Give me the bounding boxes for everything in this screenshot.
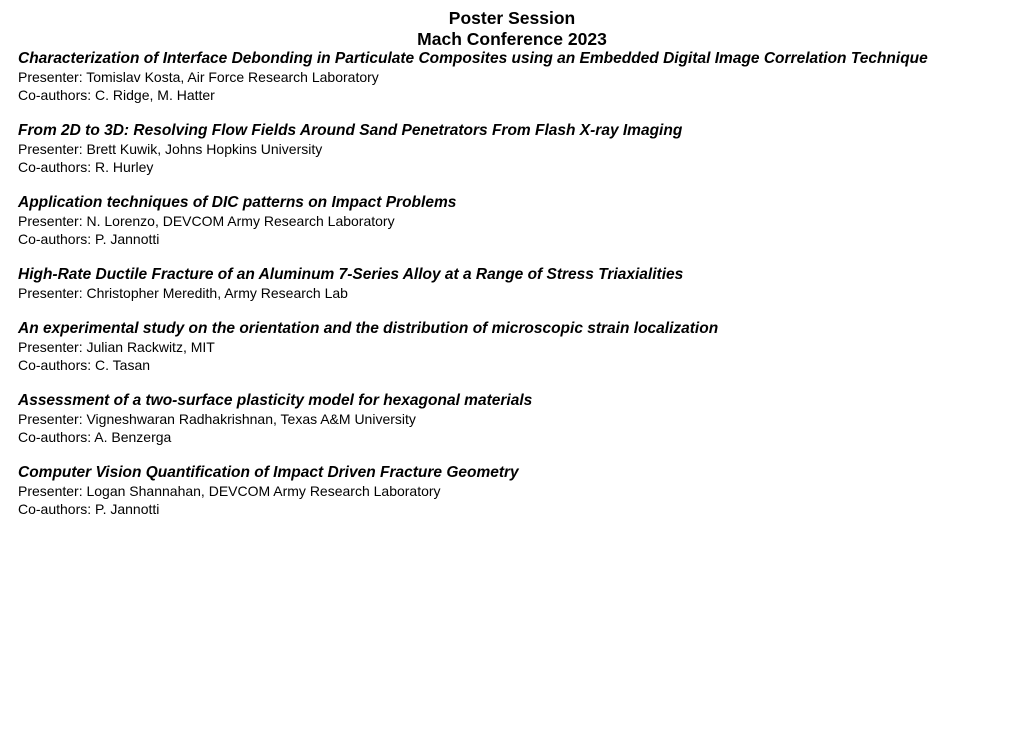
- poster-presenter: Presenter: N. Lorenzo, DEVCOM Army Research Laboratory: [18, 213, 395, 229]
- poster-presenter: Presenter: Vigneshwaran Radhakrishnan, Texas A&M University: [18, 411, 416, 427]
- poster-entry: [18, 392, 1006, 446]
- poster-coauthors: Co-authors: A. Benzerga: [18, 429, 172, 445]
- poster-title: From 2D to 3D: Resolving Flow Fields Around Sand Penetrators From Flash X-ray Imaging: [18, 122, 683, 139]
- poster-coauthors: Co-authors: C. Ridge, M. Hatter: [18, 87, 215, 103]
- poster-title: High-Rate Ductile Fracture of an Aluminum 7-Series Alloy at a Range of Stress Triaxialities: [18, 266, 684, 283]
- poster-coauthors: Co-authors: P. Jannotti: [18, 501, 160, 517]
- poster-title: Computer Vision Quantification of Impact Driven Fracture Geometry: [18, 464, 519, 481]
- poster-title: Application techniques of DIC patterns on Impact Problems: [18, 194, 457, 211]
- poster-entry: [18, 194, 1006, 248]
- poster-entry: [18, 266, 1006, 302]
- poster-coauthors: Co-authors: R. Hurley: [18, 159, 154, 175]
- poster-presenter: Presenter: Logan Shannahan, DEVCOM Army Research Laboratory: [18, 483, 441, 499]
- conference-title: Mach Conference 2023: [417, 29, 607, 49]
- poster-title: Characterization of Interface Debonding in Particulate Composites using an Embedded Digital Image Correlation Technique: [18, 50, 928, 67]
- poster-entry: [18, 464, 1006, 518]
- poster-title: An experimental study on the orientation and the distribution of microscopic strain localization: [18, 320, 719, 337]
- poster-entry: [18, 122, 1006, 176]
- poster-list: [18, 50, 1006, 518]
- poster-presenter: Presenter: Tomislav Kosta, Air Force Research Laboratory: [18, 69, 379, 85]
- poster-coauthors: Co-authors: P. Jannotti: [18, 231, 160, 247]
- poster-presenter: Presenter: Julian Rackwitz, MIT: [18, 339, 215, 355]
- poster-title: Assessment of a two-surface plasticity model for hexagonal materials: [18, 392, 533, 409]
- page-header: [18, 8, 1006, 50]
- poster-entry: [18, 50, 1006, 104]
- poster-presenter: Presenter: Christopher Meredith, Army Research Lab: [18, 285, 348, 301]
- poster-coauthors: Co-authors: C. Tasan: [18, 357, 151, 373]
- poster-entry: [18, 320, 1006, 374]
- poster-presenter: Presenter: Brett Kuwik, Johns Hopkins University: [18, 141, 323, 157]
- session-title: Poster Session: [448, 8, 576, 28]
